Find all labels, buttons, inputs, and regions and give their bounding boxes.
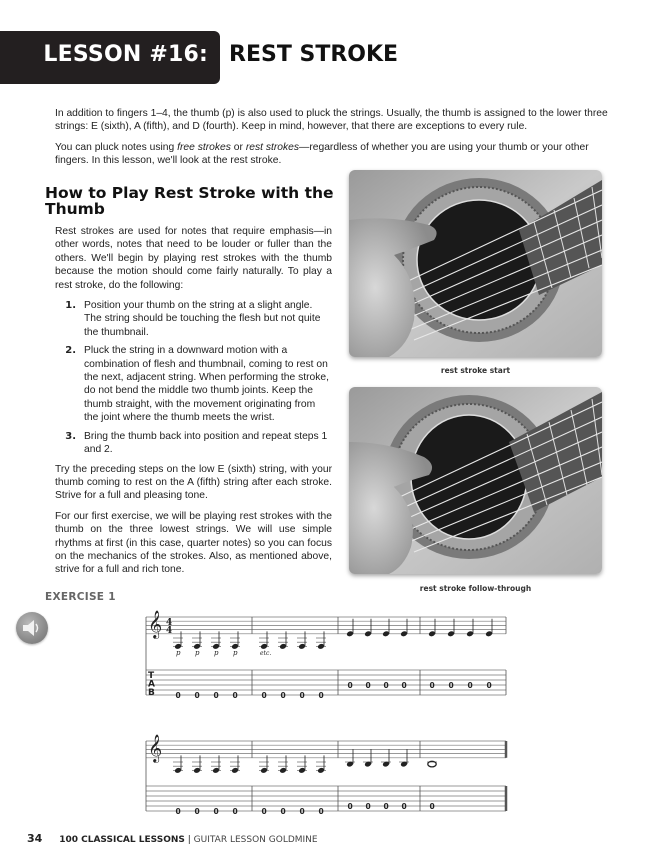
series-title: GUITAR LESSON GOLDMINE — [193, 835, 318, 845]
photo-caption-start: rest stroke start — [440, 366, 511, 375]
section-heading: How to Play Rest Stroke with the Thumb — [45, 184, 334, 218]
step-text: Position your thumb on the string at a slight angle. The string should be touching the flesh but not quite the thumbnail. — [84, 300, 321, 338]
tab-fret-number: 0 — [299, 807, 305, 816]
tab-fret-number: 0 — [261, 691, 267, 700]
tab-letter: T — [148, 671, 155, 681]
tab-fret-number: 0 — [213, 807, 219, 816]
text-run: or — [230, 141, 246, 153]
tab-fret-number: 0 — [299, 691, 305, 700]
tab-fret-number: 0 — [232, 691, 238, 700]
treble-clef-icon: 𝄞 — [148, 610, 163, 638]
footer-separator: | — [187, 835, 191, 845]
lesson-number: LESSON #16: — [43, 42, 208, 67]
tab-fret-number: 0 — [486, 681, 492, 690]
step-number: 1. — [65, 300, 76, 312]
section-paragraph-2: Try the preceding steps on the low E (sixth) string, with your thumb coming to rest on the A (fifth) string after each stroke. Strive for a full and pleasing tone. — [55, 463, 332, 502]
tab-fret-number: 0 — [467, 681, 473, 690]
tab-fret-number: 0 — [194, 807, 200, 816]
tab-fret-number: 0 — [401, 681, 407, 690]
tab-letter: B — [148, 688, 155, 698]
step-text: Pluck the string in a downward motion with a combination of flesh and thumbnail, coming to rest on the next, adjacent string. When performing the stroke, do not bend the middle two thumb joints. Keep the thumb straight, with the movement originating from the joint where the thumb meets the wrist. — [84, 345, 329, 424]
tab-fret-number: 0 — [232, 807, 238, 816]
tab-fret-number: 0 — [448, 681, 454, 690]
step-number: 2. — [65, 345, 76, 357]
tab-fret-number: 0 — [383, 802, 389, 811]
fingering-mark: p — [195, 649, 200, 657]
tab-fret-number: 0 — [429, 681, 435, 690]
tab-fret-number: 0 — [280, 807, 286, 816]
tab-letter: A — [148, 679, 155, 690]
term-free-strokes: free strokes — [177, 141, 231, 153]
book-title: 100 CLASSICAL LESSONS — [59, 835, 185, 845]
intro-paragraph-1: In addition to fingers 1–4, the thumb (p) is also used to pluck the strings. Usually, the thumb is assigned to the lower three strings: E (sixth), A (fifth), and D (fourth). Keep in mind, however, that there are exceptions to every rule. — [55, 108, 608, 133]
text-run: You can pluck notes using — [55, 141, 178, 153]
fingering-mark: p — [214, 649, 219, 657]
tab-fret-number: 0 — [365, 681, 371, 690]
etc-mark: etc. — [260, 650, 272, 657]
tab-fret-number: 0 — [347, 681, 353, 690]
tab-fret-number: 0 — [383, 681, 389, 690]
step-text: Bring the thumb back into position and repeat steps 1 and 2. — [84, 430, 328, 456]
tab-fret-number: 0 — [213, 691, 219, 700]
page-footer — [27, 832, 318, 845]
fingering-mark: p — [233, 649, 238, 657]
tab-fret-number: 0 — [261, 807, 267, 816]
exercise-label: EXERCISE 1 — [45, 591, 116, 603]
tab-fret-number: 0 — [365, 802, 371, 811]
tab-fret-number: 0 — [175, 807, 181, 816]
term-rest-strokes: rest strokes — [245, 141, 300, 153]
fingering-mark: p — [176, 649, 181, 657]
time-signature-top: 4 — [166, 618, 173, 628]
tab-fret-number: 0 — [429, 802, 435, 811]
text-run: —regardless of whether you are using your thumb or your other fingers. In this lesson, we'll look at the rest stroke. — [55, 141, 589, 167]
tab-fret-number: 0 — [175, 691, 181, 700]
tab-fret-number: 0 — [401, 802, 407, 811]
tab-fret-number: 0 — [280, 691, 286, 700]
tab-fret-number: 0 — [318, 691, 324, 700]
page-number: 34 — [27, 832, 43, 845]
photo-caption-follow-through: rest stroke follow-through — [419, 584, 532, 593]
time-signature-bottom: 4 — [166, 626, 173, 636]
treble-clef-icon: 𝄞 — [148, 734, 163, 762]
tab-fret-number: 0 — [347, 802, 353, 811]
step-number: 3. — [65, 430, 76, 442]
lesson-title: REST STROKE — [229, 42, 399, 67]
section-paragraph-3: For our first exercise, we will be playing rest strokes with the thumb on the three lowest strings. We will use simple rhythms at first (in this case, quarter notes) so you can focus on the mechanics of the strokes. Also, as mentioned above, strive for a full and rich tone. — [55, 510, 332, 576]
tab-fret-number: 0 — [194, 691, 200, 700]
section-paragraph-1: Rest strokes are used for notes that require emphasis—in other words, notes that need to be louder or fuller than the others. We'll begin by playing rest strokes with the thumb because the motion should come fairly naturally. To play a rest stroke, do the following: — [55, 226, 332, 291]
tab-fret-number: 0 — [318, 807, 324, 816]
